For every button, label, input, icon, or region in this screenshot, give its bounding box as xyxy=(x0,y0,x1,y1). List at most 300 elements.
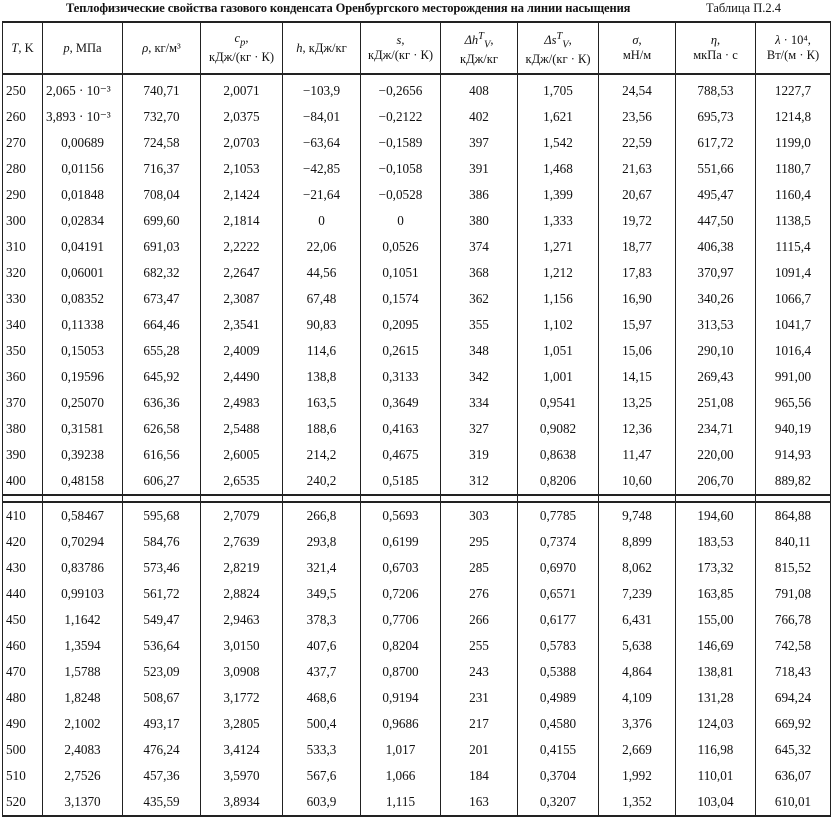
table-cell: 655,28 xyxy=(123,338,201,364)
table-cell: 124,03 xyxy=(676,711,756,737)
table-cell: 889,82 xyxy=(756,468,831,495)
table-cell: 3,1370 xyxy=(43,789,123,816)
table-cell: 716,37 xyxy=(123,156,201,182)
table-cell: −84,01 xyxy=(283,104,361,130)
table-cell: 2,3087 xyxy=(201,286,283,312)
table-cell: 1,001 xyxy=(518,364,599,390)
table-cell: 0,3704 xyxy=(518,763,599,789)
table-cell: 493,17 xyxy=(123,711,201,737)
table-row xyxy=(3,104,831,130)
table-cell: 173,32 xyxy=(676,555,756,581)
table-cell: 310 xyxy=(3,234,43,260)
table-cell: 2,6535 xyxy=(201,468,283,495)
table-cell: 0,7206 xyxy=(361,581,441,607)
table-cell: 437,7 xyxy=(283,659,361,685)
table-cell: 266 xyxy=(441,607,518,633)
table-cell: 567,6 xyxy=(283,763,361,789)
table-cell: 0,8700 xyxy=(361,659,441,685)
table-cell: 0,5185 xyxy=(361,468,441,495)
table-cell: 0 xyxy=(361,208,441,234)
table-cell: 270 xyxy=(3,130,43,156)
table-cell: 293,8 xyxy=(283,529,361,555)
table-cell: 378,3 xyxy=(283,607,361,633)
table-cell: 391 xyxy=(441,156,518,182)
table-cell: 561,72 xyxy=(123,581,201,607)
table-cell: 313,53 xyxy=(676,312,756,338)
column-header: h, кДж/кг xyxy=(283,22,361,74)
table-cell: 0,5388 xyxy=(518,659,599,685)
table-row xyxy=(3,390,831,416)
table-cell: 2,2647 xyxy=(201,260,283,286)
table-cell: 240,2 xyxy=(283,468,361,495)
table-cell: 742,58 xyxy=(756,633,831,659)
table-cell: 864,88 xyxy=(756,502,831,529)
table-cell: 114,6 xyxy=(283,338,361,364)
table-row xyxy=(3,338,831,364)
table-cell: 2,4083 xyxy=(43,737,123,763)
table-cell: 2,4490 xyxy=(201,364,283,390)
table-cell: 0,00689 xyxy=(43,130,123,156)
table-cell: 290,10 xyxy=(676,338,756,364)
table-cell: 380 xyxy=(3,416,43,442)
table-cell: 276 xyxy=(441,581,518,607)
table-cell: 340 xyxy=(3,312,43,338)
column-header: $c_p$, кДж/(кг · К) xyxy=(201,22,283,74)
table-cell: 1,399 xyxy=(518,182,599,208)
table-cell: 480 xyxy=(3,685,43,711)
table-cell: 0 xyxy=(283,208,361,234)
table-cell: 0,4580 xyxy=(518,711,599,737)
table-cell: 390 xyxy=(3,442,43,468)
table-cell: 584,76 xyxy=(123,529,201,555)
table-cell: 549,47 xyxy=(123,607,201,633)
table-cell: 400 xyxy=(3,468,43,495)
table-cell: 368 xyxy=(441,260,518,286)
table-caption xyxy=(0,0,833,20)
table-cell: 1,115 xyxy=(361,789,441,816)
table-cell: 0,08352 xyxy=(43,286,123,312)
table-cell: 2,0071 xyxy=(201,74,283,104)
table-row xyxy=(3,364,831,390)
table-cell: 303 xyxy=(441,502,518,529)
table-cell: 1199,0 xyxy=(756,130,831,156)
table-cell: 691,03 xyxy=(123,234,201,260)
table-cell: 44,56 xyxy=(283,260,361,286)
table-cell: 1,271 xyxy=(518,234,599,260)
table-cell: −0,2122 xyxy=(361,104,441,130)
table-cell: 0,5693 xyxy=(361,502,441,529)
table-cell: 1,066 xyxy=(361,763,441,789)
table-cell: 0,2615 xyxy=(361,338,441,364)
table-cell: 3,8934 xyxy=(201,789,283,816)
table-cell: 699,60 xyxy=(123,208,201,234)
table-row xyxy=(3,763,831,789)
table-cell: 0,83786 xyxy=(43,555,123,581)
table-cell: 2,2222 xyxy=(201,234,283,260)
table-cell: 0,8638 xyxy=(518,442,599,468)
table-cell: 616,56 xyxy=(123,442,201,468)
table-cell: 636,07 xyxy=(756,763,831,789)
table-cell: 3,0150 xyxy=(201,633,283,659)
table-cell: 312 xyxy=(441,468,518,495)
table-cell: 9,748 xyxy=(599,502,676,529)
table-cell: 2,0375 xyxy=(201,104,283,130)
table-cell: 1,333 xyxy=(518,208,599,234)
table-cell: 10,60 xyxy=(599,468,676,495)
table-cell: 0,19596 xyxy=(43,364,123,390)
table-cell: 0,2095 xyxy=(361,312,441,338)
table-cell: 402 xyxy=(441,104,518,130)
table-cell: 319 xyxy=(441,442,518,468)
table-cell: 2,6005 xyxy=(201,442,283,468)
table-cell: 694,24 xyxy=(756,685,831,711)
table-cell: 1,212 xyxy=(518,260,599,286)
table-cell: 67,48 xyxy=(283,286,361,312)
table-cell: 1,468 xyxy=(518,156,599,182)
table-cell: 1138,5 xyxy=(756,208,831,234)
table-row xyxy=(3,555,831,581)
table-cell: 595,68 xyxy=(123,502,201,529)
table-cell: 536,64 xyxy=(123,633,201,659)
table-cell: −63,64 xyxy=(283,130,361,156)
table-cell: 350 xyxy=(3,338,43,364)
table-cell: 695,73 xyxy=(676,104,756,130)
table-cell: 163,5 xyxy=(283,390,361,416)
table-cell: 815,52 xyxy=(756,555,831,581)
table-cell: 1,992 xyxy=(599,763,676,789)
table-cell: 991,00 xyxy=(756,364,831,390)
table-label: Таблица П.2.4 xyxy=(706,1,781,15)
table-cell: 110,01 xyxy=(676,763,756,789)
table-cell: 300 xyxy=(3,208,43,234)
table-cell: 460 xyxy=(3,633,43,659)
table-cell: 4,109 xyxy=(599,685,676,711)
table-row xyxy=(3,789,831,816)
table-cell: 1041,7 xyxy=(756,312,831,338)
table-cell: 407,6 xyxy=(283,633,361,659)
table-row xyxy=(3,312,831,338)
table-row xyxy=(3,260,831,286)
table-cell: 1160,4 xyxy=(756,182,831,208)
table-row xyxy=(3,234,831,260)
table-row xyxy=(3,685,831,711)
table-cell: 330 xyxy=(3,286,43,312)
table-cell: 0,11338 xyxy=(43,312,123,338)
table-cell: 20,67 xyxy=(599,182,676,208)
table-cell: 2,1814 xyxy=(201,208,283,234)
table-cell: 163,85 xyxy=(676,581,756,607)
table-cell: 500,4 xyxy=(283,711,361,737)
table-cell: 0,25070 xyxy=(43,390,123,416)
table-cell: 19,72 xyxy=(599,208,676,234)
table-cell: 1,705 xyxy=(518,74,599,104)
table-cell: 360 xyxy=(3,364,43,390)
table-cell: 1066,7 xyxy=(756,286,831,312)
table-cell: 250 xyxy=(3,74,43,104)
table-cell: 533,3 xyxy=(283,737,361,763)
table-cell: 1,156 xyxy=(518,286,599,312)
table-cell: 0,3207 xyxy=(518,789,599,816)
table-cell: 2,8824 xyxy=(201,581,283,607)
table-cell: 17,83 xyxy=(599,260,676,286)
table-cell: 362 xyxy=(441,286,518,312)
table-cell: −0,2656 xyxy=(361,74,441,104)
table-cell: 0,3133 xyxy=(361,364,441,390)
table-cell: 0,7706 xyxy=(361,607,441,633)
table-cell: 1,542 xyxy=(518,130,599,156)
table-cell: 2,669 xyxy=(599,737,676,763)
table-cell: 16,90 xyxy=(599,286,676,312)
table-cell: 21,63 xyxy=(599,156,676,182)
table-cell: 374 xyxy=(441,234,518,260)
table-cell: 840,11 xyxy=(756,529,831,555)
table-cell: 340,26 xyxy=(676,286,756,312)
table-cell: 348 xyxy=(441,338,518,364)
column-header: σ, мН/м xyxy=(599,22,676,74)
table-cell: 355 xyxy=(441,312,518,338)
table-cell: 18,77 xyxy=(599,234,676,260)
table-cell: 0,06001 xyxy=(43,260,123,286)
table-title: Теплофизические свойства газового конденсата Оренбургского месторождения на линии насыщения xyxy=(66,1,631,15)
table-cell: 420 xyxy=(3,529,43,555)
table-row xyxy=(3,74,831,104)
table-cell: 1227,7 xyxy=(756,74,831,104)
table-cell: 206,70 xyxy=(676,468,756,495)
table-cell: 12,36 xyxy=(599,416,676,442)
table-cell: 0,6970 xyxy=(518,555,599,581)
table-cell: 163 xyxy=(441,789,518,816)
table-cell: 520 xyxy=(3,789,43,816)
table-cell: 3,4124 xyxy=(201,737,283,763)
table-cell: 2,3541 xyxy=(201,312,283,338)
column-header: T, K xyxy=(3,22,43,74)
table-cell: 435,59 xyxy=(123,789,201,816)
table-cell: 3,0908 xyxy=(201,659,283,685)
table-cell: 231 xyxy=(441,685,518,711)
table-cell: 1,102 xyxy=(518,312,599,338)
table-cell: 2,9463 xyxy=(201,607,283,633)
table-cell: 214,2 xyxy=(283,442,361,468)
table-cell: 2,1053 xyxy=(201,156,283,182)
table-cell: 740,71 xyxy=(123,74,201,104)
table-cell: 0,99103 xyxy=(43,581,123,607)
table-cell: −103,9 xyxy=(283,74,361,104)
table-cell: 2,1002 xyxy=(43,711,123,737)
table-cell: 0,6199 xyxy=(361,529,441,555)
table-cell: 2,1424 xyxy=(201,182,283,208)
column-header: ρ, кг/м³ xyxy=(123,22,201,74)
table-cell: 914,93 xyxy=(756,442,831,468)
table-row xyxy=(3,711,831,737)
column-header: $\Delta s^T_V$, кДж/(кг · К) xyxy=(518,22,599,74)
table-cell: 255 xyxy=(441,633,518,659)
table-cell: −0,0528 xyxy=(361,182,441,208)
table-cell: 260 xyxy=(3,104,43,130)
column-header: λ · 10⁴, Вт/(м · К) xyxy=(756,22,831,74)
table-cell: 724,58 xyxy=(123,130,201,156)
table-cell: 201 xyxy=(441,737,518,763)
table-cell: 791,08 xyxy=(756,581,831,607)
table-cell: 22,06 xyxy=(283,234,361,260)
table-cell: 0,5783 xyxy=(518,633,599,659)
table-cell: 603,9 xyxy=(283,789,361,816)
table-cell: 155,00 xyxy=(676,607,756,633)
table-cell: 0,0526 xyxy=(361,234,441,260)
table-group-2 xyxy=(3,502,831,816)
table-cell: 188,6 xyxy=(283,416,361,442)
table-row xyxy=(3,286,831,312)
table-cell: 220,00 xyxy=(676,442,756,468)
table-cell: 24,54 xyxy=(599,74,676,104)
table-cell: 1016,4 xyxy=(756,338,831,364)
table-cell: 1115,4 xyxy=(756,234,831,260)
table-cell: 0,58467 xyxy=(43,502,123,529)
table-cell: 573,46 xyxy=(123,555,201,581)
table-cell: 0,6703 xyxy=(361,555,441,581)
table-cell: 138,8 xyxy=(283,364,361,390)
table-cell: 606,27 xyxy=(123,468,201,495)
table-cell: 470 xyxy=(3,659,43,685)
table-cell: 500 xyxy=(3,737,43,763)
table-cell: 626,58 xyxy=(123,416,201,442)
table-cell: 0,9082 xyxy=(518,416,599,442)
table-cell: 490 xyxy=(3,711,43,737)
table-cell: 234,71 xyxy=(676,416,756,442)
table-cell: 0,4155 xyxy=(518,737,599,763)
table-cell: 673,47 xyxy=(123,286,201,312)
table-cell: 217 xyxy=(441,711,518,737)
table-cell: 1,017 xyxy=(361,737,441,763)
table-cell: 397 xyxy=(441,130,518,156)
table-cell: 0,1574 xyxy=(361,286,441,312)
table-cell: 243 xyxy=(441,659,518,685)
table-cell: 1,8248 xyxy=(43,685,123,711)
table-cell: 0,8206 xyxy=(518,468,599,495)
table-cell: 406,38 xyxy=(676,234,756,260)
table-cell: 2,5488 xyxy=(201,416,283,442)
table-cell: 450 xyxy=(3,607,43,633)
column-header: η, мкПа · с xyxy=(676,22,756,74)
table-cell: −21,64 xyxy=(283,182,361,208)
table-cell: 510 xyxy=(3,763,43,789)
table-cell: 0,4675 xyxy=(361,442,441,468)
table-cell: 0,15053 xyxy=(43,338,123,364)
table-cell: 669,92 xyxy=(756,711,831,737)
table-cell: −42,85 xyxy=(283,156,361,182)
table-cell: 13,25 xyxy=(599,390,676,416)
table-cell: 410 xyxy=(3,502,43,529)
table-cell: 0,4989 xyxy=(518,685,599,711)
table-cell: 732,70 xyxy=(123,104,201,130)
table-cell: 940,19 xyxy=(756,416,831,442)
table-cell: 965,56 xyxy=(756,390,831,416)
table-cell: 447,50 xyxy=(676,208,756,234)
column-header: p, МПа xyxy=(43,22,123,74)
table-cell: 2,4009 xyxy=(201,338,283,364)
table-cell: 11,47 xyxy=(599,442,676,468)
table-row xyxy=(3,529,831,555)
table-cell: 280 xyxy=(3,156,43,182)
table-cell: 14,15 xyxy=(599,364,676,390)
table-row xyxy=(3,130,831,156)
table-cell: 766,78 xyxy=(756,607,831,633)
table-cell: 1,5788 xyxy=(43,659,123,685)
table-cell: 15,97 xyxy=(599,312,676,338)
table-cell: 551,66 xyxy=(676,156,756,182)
table-cell: 0,9541 xyxy=(518,390,599,416)
table-cell: 430 xyxy=(3,555,43,581)
table-cell: 327 xyxy=(441,416,518,442)
table-cell: 6,431 xyxy=(599,607,676,633)
table-cell: 0,6177 xyxy=(518,607,599,633)
column-header: s, кДж/(кг · К) xyxy=(361,22,441,74)
table-cell: 523,09 xyxy=(123,659,201,685)
table-cell: 440 xyxy=(3,581,43,607)
table-cell: 184 xyxy=(441,763,518,789)
table-cell: 370,97 xyxy=(676,260,756,286)
table-cell: 266,8 xyxy=(283,502,361,529)
table-cell: 0,7785 xyxy=(518,502,599,529)
table-cell: 636,36 xyxy=(123,390,201,416)
table-cell: −0,1058 xyxy=(361,156,441,182)
header-row xyxy=(3,22,831,74)
table-cell: 4,864 xyxy=(599,659,676,685)
table-cell: 194,60 xyxy=(676,502,756,529)
table-cell: 0,8204 xyxy=(361,633,441,659)
table-row xyxy=(3,737,831,763)
table-cell: 0,01848 xyxy=(43,182,123,208)
table-cell: 0,1051 xyxy=(361,260,441,286)
table-cell: 1180,7 xyxy=(756,156,831,182)
table-cell: 2,065 · 10⁻³ xyxy=(43,74,123,104)
table-group-1 xyxy=(3,74,831,495)
table-cell: 1,3594 xyxy=(43,633,123,659)
table-cell: 476,24 xyxy=(123,737,201,763)
table-cell: 1,621 xyxy=(518,104,599,130)
table-cell: 0,9686 xyxy=(361,711,441,737)
table-cell: 3,1772 xyxy=(201,685,283,711)
table-cell: 508,67 xyxy=(123,685,201,711)
table-cell: 269,43 xyxy=(676,364,756,390)
table-cell: 0,7374 xyxy=(518,529,599,555)
table-cell: 295 xyxy=(441,529,518,555)
table-row xyxy=(3,182,831,208)
table-row xyxy=(3,468,831,495)
table-cell: 664,46 xyxy=(123,312,201,338)
table-row xyxy=(3,581,831,607)
table-cell: 251,08 xyxy=(676,390,756,416)
table-cell: 290 xyxy=(3,182,43,208)
table-cell: 7,239 xyxy=(599,581,676,607)
table-cell: 90,83 xyxy=(283,312,361,338)
table-cell: 321,4 xyxy=(283,555,361,581)
table-cell: 0,6571 xyxy=(518,581,599,607)
table-cell: 8,062 xyxy=(599,555,676,581)
column-header: $\Delta h^T_V$, кДж/кг xyxy=(441,22,518,74)
table-cell: 0,39238 xyxy=(43,442,123,468)
table-cell: 8,899 xyxy=(599,529,676,555)
table-cell: 718,43 xyxy=(756,659,831,685)
table-cell: 1214,8 xyxy=(756,104,831,130)
table-cell: 682,32 xyxy=(123,260,201,286)
table-cell: 1,1642 xyxy=(43,607,123,633)
table-cell: 15,06 xyxy=(599,338,676,364)
table-cell: 457,36 xyxy=(123,763,201,789)
table-row xyxy=(3,502,831,529)
table-cell: 5,638 xyxy=(599,633,676,659)
table-cell: 468,6 xyxy=(283,685,361,711)
table-cell: 2,8219 xyxy=(201,555,283,581)
